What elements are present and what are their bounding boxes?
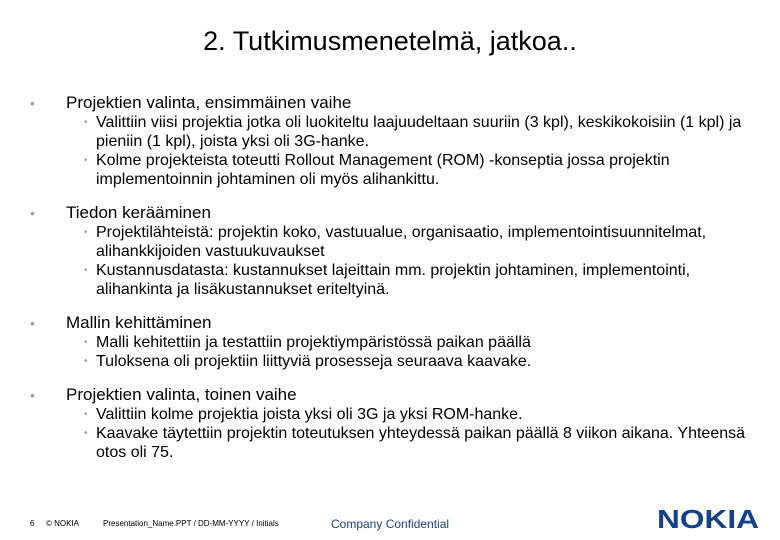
section-1 — [30, 93, 750, 189]
heading-text: Mallin kehittäminen — [66, 313, 212, 332]
item-text: Tuloksena oli projektiin liittyviä prosesseja seuraava kaavake. — [96, 353, 532, 370]
bullet-icon: • — [84, 227, 88, 238]
slide-title: 2. Tutkimusmenetelmä, jatkoa.. — [203, 26, 577, 56]
bullet-icon: • — [84, 117, 88, 128]
section-heading — [30, 203, 750, 223]
item-text: Projektilähteistä: projektin koko, vastuualue, organisaatio, implementointisuunnitelmat, alihankkijoiden vastuukuvaukset — [96, 224, 707, 260]
page-number: 6 — [30, 519, 35, 528]
heading-text: Tiedon kerääminen — [66, 203, 211, 222]
list-item — [30, 352, 750, 371]
list-item — [30, 223, 750, 261]
list-item — [30, 405, 750, 424]
section-heading — [30, 385, 750, 405]
confidential-label: Company Confidential — [331, 517, 450, 531]
list-item — [30, 113, 750, 151]
slide-content — [30, 93, 750, 476]
section-heading — [30, 313, 750, 333]
list-item — [30, 424, 750, 462]
item-text: Kustannusdatasta: kustannukset lajeittain mm. projektin johtaminen, implementointi, alihankinta ja lisäkustannukset eriteltyinä. — [96, 262, 691, 298]
section-2 — [30, 203, 750, 299]
bullet-icon: • — [84, 409, 88, 420]
bullet-icon: • — [30, 387, 35, 403]
bullet-icon: • — [84, 337, 88, 348]
item-text: Malli kehitettiin ja testattiin projektiympäristössä paikan päällä — [96, 334, 531, 351]
section-heading — [30, 93, 750, 113]
bullet-icon: • — [84, 265, 88, 276]
item-text: Valittiin kolme projektia joista yksi oli 3G ja yksi ROM-hanke. — [96, 406, 523, 423]
section-4 — [30, 385, 750, 462]
bullet-icon: • — [84, 155, 88, 166]
item-text: Valittiin viisi projektia jotka oli luokiteltu laajuudeltaan suuriin (3 kpl), keskikokoisiin (1 kpl) ja pieniin (1 kpl), joista yksi oli 3G-hanke. — [96, 114, 742, 150]
logo-text: NOKIA — [657, 506, 760, 532]
bullet-icon: • — [30, 315, 35, 331]
bullet-icon: • — [84, 428, 88, 439]
list-item — [30, 261, 750, 299]
copyright-text: © NOKIA — [46, 519, 80, 528]
nokia-logo — [656, 506, 760, 532]
heading-text: Projektien valinta, ensimmäinen vaihe — [66, 93, 352, 112]
bullet-icon: • — [84, 356, 88, 367]
list-item — [30, 333, 750, 352]
bullet-icon: • — [30, 205, 35, 221]
list-item — [30, 151, 750, 189]
bullet-icon: • — [30, 95, 35, 111]
section-3 — [30, 313, 750, 371]
heading-text: Projektien valinta, toinen vaihe — [66, 385, 297, 404]
item-text: Kaavake täytettiin projektin toteutuksen yhteydessä paikan päällä 8 viikon aikana. Yhteensä otos oli 75. — [96, 425, 746, 461]
footer-filename: Presentation_Name.PPT / DD-MM-YYYY / Initials — [103, 519, 279, 528]
item-text: Kolme projekteista toteutti Rollout Management (ROM) -konseptia jossa projektin implementoinnin johtaminen oli myös alihankittu. — [96, 152, 670, 188]
